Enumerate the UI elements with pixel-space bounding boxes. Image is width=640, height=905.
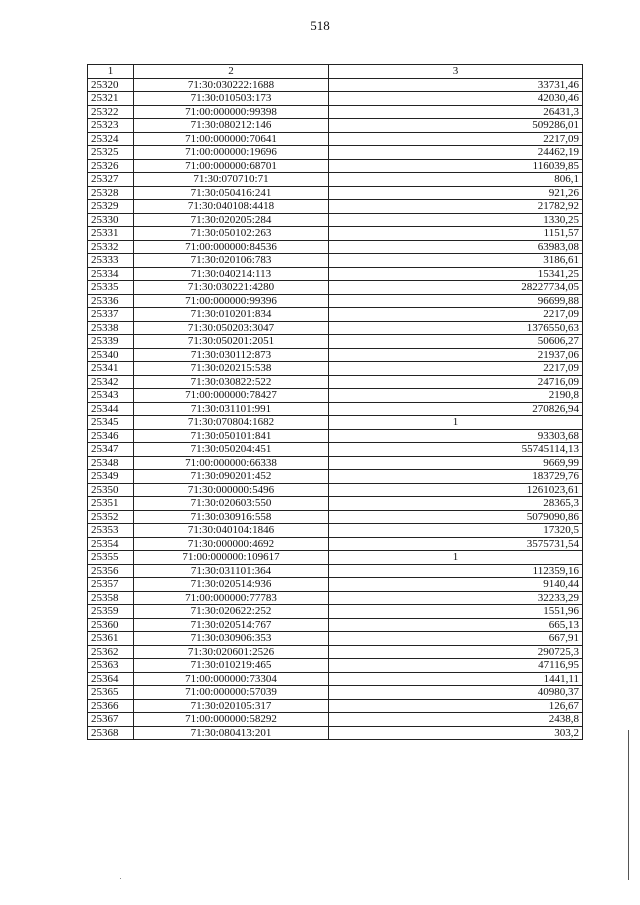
row-number: 25332: [88, 240, 134, 254]
header-row: [88, 65, 583, 79]
cadastral-number: 71:30:040214:113: [134, 267, 329, 281]
cadastral-value: 1151,57: [329, 227, 583, 241]
table-row: [88, 726, 583, 740]
cadastral-number: 71:30:030112:873: [134, 348, 329, 362]
cadastral-number: 71:30:030222:1688: [134, 78, 329, 92]
table-row: [88, 605, 583, 619]
cadastral-number: 71:30:020215:538: [134, 362, 329, 376]
table-row: [88, 699, 583, 713]
cadastral-number: 71:30:080413:201: [134, 726, 329, 740]
table-row: [88, 132, 583, 146]
row-number: 25321: [88, 92, 134, 106]
row-number: 25363: [88, 659, 134, 673]
table-row: [88, 578, 583, 592]
table-row: [88, 105, 583, 119]
row-number: 25322: [88, 105, 134, 119]
cadastral-value: 24716,09: [329, 375, 583, 389]
row-number: 25320: [88, 78, 134, 92]
table-row: [88, 686, 583, 700]
table-row: [88, 254, 583, 268]
cadastral-number: 71:30:020514:936: [134, 578, 329, 592]
cadastral-value: 270826,94: [329, 402, 583, 416]
cadastral-number: 71:30:010503:173: [134, 92, 329, 106]
table-row: [88, 416, 583, 430]
table-row: [88, 713, 583, 727]
cadastral-number: 71:30:030822:522: [134, 375, 329, 389]
cadastral-value: 26431,3: [329, 105, 583, 119]
table-row: [88, 227, 583, 241]
cadastral-value: 28227734,05: [329, 281, 583, 295]
row-number: 25336: [88, 294, 134, 308]
table-row: [88, 213, 583, 227]
cadastral-number: 71:30:030906:353: [134, 632, 329, 646]
table-row: [88, 537, 583, 551]
table-row: [88, 119, 583, 133]
cadastral-value: 509286,01: [329, 119, 583, 133]
row-number: 25366: [88, 699, 134, 713]
row-number: 25340: [88, 348, 134, 362]
cadastral-number: 71:30:020105:317: [134, 699, 329, 713]
row-number: 25362: [88, 645, 134, 659]
table-row: [88, 443, 583, 457]
row-number: 25346: [88, 429, 134, 443]
row-number: 25344: [88, 402, 134, 416]
cadastral-number: 71:30:080212:146: [134, 119, 329, 133]
row-number: 25358: [88, 591, 134, 605]
cadastral-number: 71:30:030916:558: [134, 510, 329, 524]
row-number: 25333: [88, 254, 134, 268]
column-header-3: 3: [329, 65, 583, 79]
table-row: [88, 659, 583, 673]
table-row: [88, 591, 583, 605]
cadastral-value: 93303,68: [329, 429, 583, 443]
table-row: [88, 645, 583, 659]
column-header-2: 2: [134, 65, 329, 79]
cadastral-value: 47116,95: [329, 659, 583, 673]
cadastral-value: 1: [329, 551, 583, 565]
cadastral-value: 42030,46: [329, 92, 583, 106]
table-row: [88, 672, 583, 686]
table-row: [88, 240, 583, 254]
cadastral-number: 71:30:070804:1682: [134, 416, 329, 430]
row-number: 25327: [88, 173, 134, 187]
table-row: [88, 524, 583, 538]
table-row: [88, 375, 583, 389]
cadastral-number: 71:00:000000:70641: [134, 132, 329, 146]
row-number: 25326: [88, 159, 134, 173]
cadastral-number: 71:30:010219:465: [134, 659, 329, 673]
row-number: 25330: [88, 213, 134, 227]
row-number: 25329: [88, 200, 134, 214]
cadastral-value: 21937,06: [329, 348, 583, 362]
row-number: 25357: [88, 578, 134, 592]
table-row: [88, 618, 583, 632]
row-number: 25325: [88, 146, 134, 160]
cadastral-value: 9669,99: [329, 456, 583, 470]
cadastral-value: 126,67: [329, 699, 583, 713]
cadastral-number: 71:00:000000:58292: [134, 713, 329, 727]
table-row: [88, 335, 583, 349]
cadastral-value: 63983,08: [329, 240, 583, 254]
row-number: 25360: [88, 618, 134, 632]
table-row: [88, 308, 583, 322]
row-number: 25331: [88, 227, 134, 241]
cadastral-value: 667,91: [329, 632, 583, 646]
row-number: 25341: [88, 362, 134, 376]
cadastral-value: 112359,16: [329, 564, 583, 578]
cadastral-number: 71:00:000000:99398: [134, 105, 329, 119]
cadastral-value: 9140,44: [329, 578, 583, 592]
row-number: 25343: [88, 389, 134, 403]
table-row: [88, 389, 583, 403]
cadastral-number: 71:30:000000:5496: [134, 483, 329, 497]
row-number: 25328: [88, 186, 134, 200]
cadastral-number: 71:30:070710:71: [134, 173, 329, 187]
cadastral-value: 50606,27: [329, 335, 583, 349]
row-number: 25367: [88, 713, 134, 727]
table-row: [88, 402, 583, 416]
table-row: [88, 267, 583, 281]
cadastral-number: 71:30:050102:263: [134, 227, 329, 241]
cadastral-number: 71:00:000000:84536: [134, 240, 329, 254]
row-number: 25339: [88, 335, 134, 349]
cadastral-value: 183729,76: [329, 470, 583, 484]
cadastral-value: 21782,92: [329, 200, 583, 214]
cadastral-number: 71:30:030221:4280: [134, 281, 329, 295]
row-number: 25354: [88, 537, 134, 551]
table-body: [88, 78, 583, 740]
cadastral-value: 17320,5: [329, 524, 583, 538]
table-row: [88, 281, 583, 295]
cadastral-number: 71:30:040104:1846: [134, 524, 329, 538]
cadastral-number: 71:30:050416:241: [134, 186, 329, 200]
row-number: 25347: [88, 443, 134, 457]
cadastral-value: 5079090,86: [329, 510, 583, 524]
row-number: 25335: [88, 281, 134, 295]
cadastral-value: 28365,3: [329, 497, 583, 511]
cadastral-number: 71:30:020106:783: [134, 254, 329, 268]
cadastral-value: 2217,09: [329, 362, 583, 376]
cadastral-value: 55745114,13: [329, 443, 583, 457]
row-number: 25324: [88, 132, 134, 146]
cadastral-value: 1376550,63: [329, 321, 583, 335]
cadastral-number: 71:00:000000:73304: [134, 672, 329, 686]
cadastral-value: 3575731,54: [329, 537, 583, 551]
cadastral-value: 32233,29: [329, 591, 583, 605]
row-number: 25352: [88, 510, 134, 524]
cadastral-value: 116039,85: [329, 159, 583, 173]
cadastral-value: 665,13: [329, 618, 583, 632]
table-row: [88, 429, 583, 443]
table-row: [88, 173, 583, 187]
row-number: 25365: [88, 686, 134, 700]
row-number: 25349: [88, 470, 134, 484]
cadastral-value: 40980,37: [329, 686, 583, 700]
cadastral-number: 71:30:050101:841: [134, 429, 329, 443]
table-row: [88, 632, 583, 646]
row-number: 25338: [88, 321, 134, 335]
cadastral-number: 71:00:000000:78427: [134, 389, 329, 403]
row-number: 25334: [88, 267, 134, 281]
row-number: 25351: [88, 497, 134, 511]
cadastral-value: 921,26: [329, 186, 583, 200]
cadastral-value: 2190,8: [329, 389, 583, 403]
cadastral-value: 2217,09: [329, 132, 583, 146]
scan-margin-line: [628, 730, 629, 880]
cadastral-number: 71:30:050203:3047: [134, 321, 329, 335]
table-row: [88, 470, 583, 484]
table-row: [88, 321, 583, 335]
table-row: [88, 551, 583, 565]
cadastral-number: 71:30:020205:284: [134, 213, 329, 227]
cadastral-number: 71:00:000000:99396: [134, 294, 329, 308]
scan-artifact: [120, 878, 121, 879]
row-number: 25353: [88, 524, 134, 538]
cadastral-value: 15341,25: [329, 267, 583, 281]
table-row: [88, 294, 583, 308]
table-row: [88, 456, 583, 470]
cadastral-number: 71:30:020622:252: [134, 605, 329, 619]
column-header-1: 1: [88, 65, 134, 79]
cadastral-number: 71:30:020601:2526: [134, 645, 329, 659]
cadastral-number: 71:00:000000:19696: [134, 146, 329, 160]
cadastral-number: 71:30:050204:451: [134, 443, 329, 457]
cadastral-number: 71:30:010201:834: [134, 308, 329, 322]
table-row: [88, 510, 583, 524]
cadastral-value: 33731,46: [329, 78, 583, 92]
row-number: 25364: [88, 672, 134, 686]
cadastral-value: 1330,25: [329, 213, 583, 227]
cadastral-value: 2438,8: [329, 713, 583, 727]
table-row: [88, 78, 583, 92]
cadastral-value: 303,2: [329, 726, 583, 740]
row-number: 25359: [88, 605, 134, 619]
cadastral-value: 1261023,61: [329, 483, 583, 497]
table-row: [88, 362, 583, 376]
page-number: 518: [310, 18, 330, 33]
table-header: [88, 65, 583, 79]
row-number: 25356: [88, 564, 134, 578]
table-row: [88, 159, 583, 173]
cadastral-value: 96699,88: [329, 294, 583, 308]
table-row: [88, 146, 583, 160]
table-row: [88, 483, 583, 497]
cadastral-number: 71:30:090201:452: [134, 470, 329, 484]
table-row: [88, 186, 583, 200]
cadastral-number: 71:30:031101:991: [134, 402, 329, 416]
table-row: [88, 200, 583, 214]
cadastral-number: 71:00:000000:68701: [134, 159, 329, 173]
cadastral-number: 71:00:000000:77783: [134, 591, 329, 605]
cadastral-number: 71:30:020514:767: [134, 618, 329, 632]
row-number: 25361: [88, 632, 134, 646]
table-row: [88, 348, 583, 362]
row-number: 25350: [88, 483, 134, 497]
cadastral-value: 1: [329, 416, 583, 430]
cadastral-value: 1551,96: [329, 605, 583, 619]
cadastral-number: 71:00:000000:109617: [134, 551, 329, 565]
cadastral-value: 290725,3: [329, 645, 583, 659]
cadastral-number: 71:00:000000:66338: [134, 456, 329, 470]
cadastral-value: 1441,11: [329, 672, 583, 686]
row-number: 25345: [88, 416, 134, 430]
row-number: 25368: [88, 726, 134, 740]
cadastral-value-table: [87, 64, 583, 740]
cadastral-value: 24462,19: [329, 146, 583, 160]
cadastral-number: 71:30:031101:364: [134, 564, 329, 578]
table-row: [88, 92, 583, 106]
cadastral-value: 2217,09: [329, 308, 583, 322]
row-number: 25337: [88, 308, 134, 322]
row-number: 25342: [88, 375, 134, 389]
row-number: 25355: [88, 551, 134, 565]
row-number: 25348: [88, 456, 134, 470]
cadastral-number: 71:00:000000:57039: [134, 686, 329, 700]
cadastral-number: 71:30:040108:4418: [134, 200, 329, 214]
cadastral-value: 3186,61: [329, 254, 583, 268]
table-row: [88, 497, 583, 511]
row-number: 25323: [88, 119, 134, 133]
cadastral-number: 71:30:020603:550: [134, 497, 329, 511]
cadastral-number: 71:30:000000:4692: [134, 537, 329, 551]
cadastral-value: 806,1: [329, 173, 583, 187]
cadastral-number: 71:30:050201:2051: [134, 335, 329, 349]
table-row: [88, 564, 583, 578]
